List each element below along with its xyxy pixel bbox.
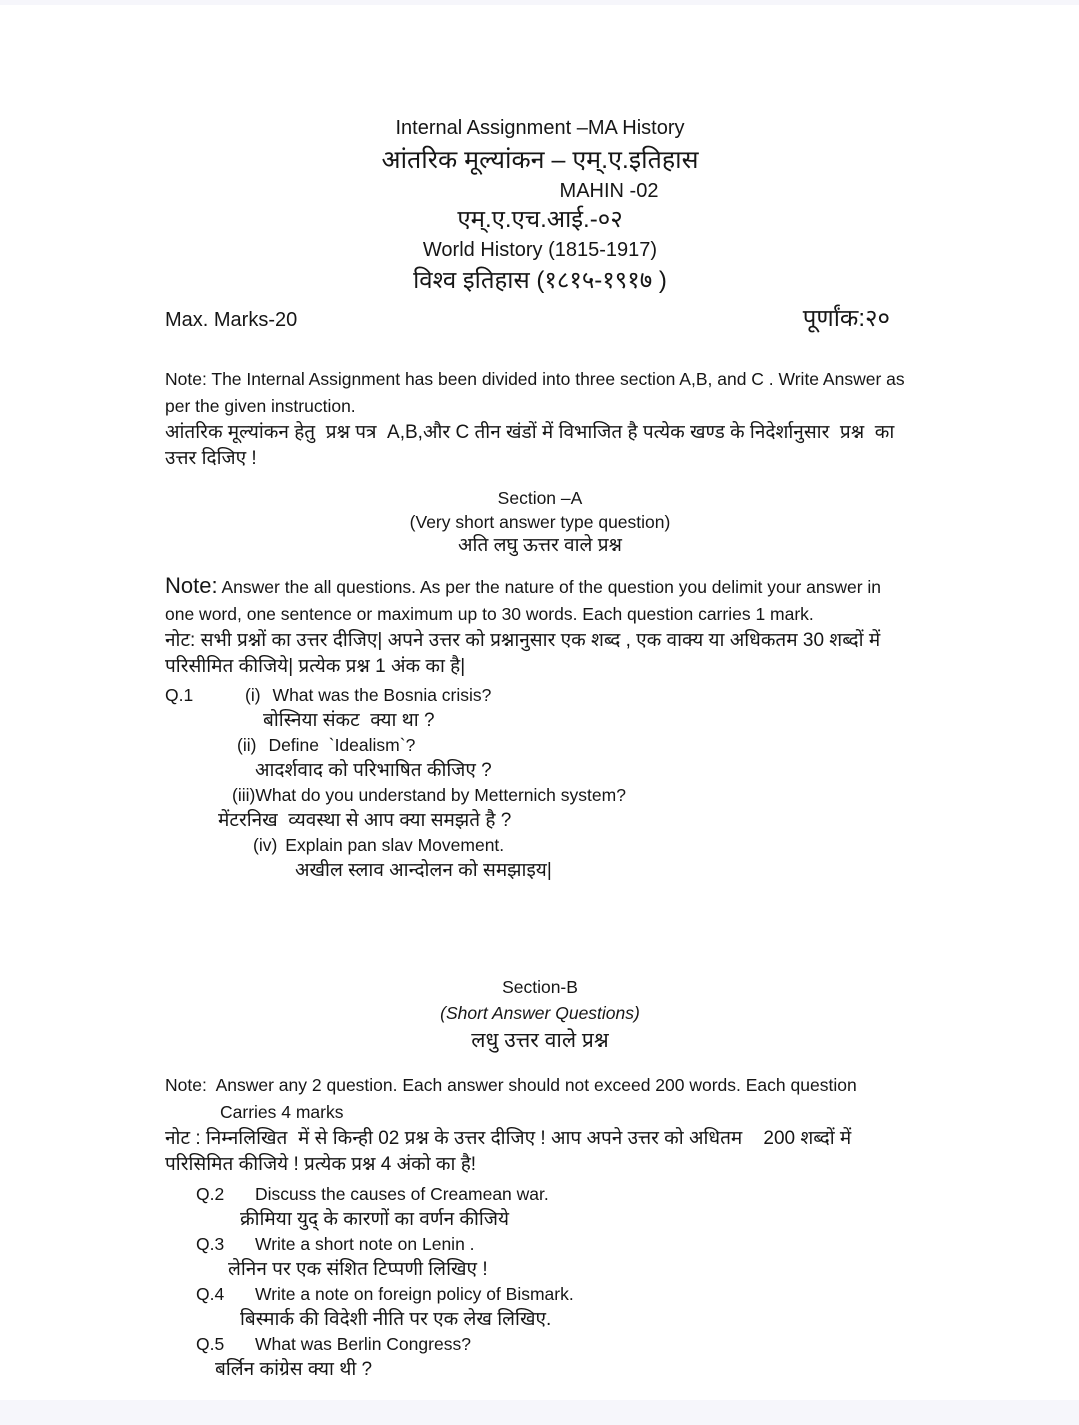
question-text-en: Discuss the causes of Creamean war. (255, 1184, 549, 1204)
question-row (165, 1232, 915, 1257)
section-b-note-en-line2: Carries 4 marks (220, 1102, 344, 1122)
sub-question-text-en: Define `Idealism`? (268, 735, 416, 755)
section-b-note-en-line1: Note: Answer any 2 question. Each answer should not exceed 200 words. Each question (165, 1075, 857, 1095)
sub-question-row (165, 783, 915, 808)
marks-row (165, 301, 915, 334)
section-a-note (165, 572, 915, 680)
question-row (165, 1282, 915, 1307)
question-1-label: Q.1 (165, 685, 194, 705)
sub-question-text-en: Explain pan slav Movement. (285, 835, 505, 855)
section-a-note-en (165, 572, 915, 628)
question-text-hi: लेनिन पर एक संशित टिप्पणी लिखिए ! (228, 1259, 488, 1280)
question-text-hi: बर्लिन कांग्रेस क्या थी ? (215, 1359, 373, 1380)
sub-question-row (165, 833, 915, 858)
sub-question-row (165, 683, 915, 708)
sub-question-number: (iii) (232, 785, 256, 805)
section-b-note (165, 1072, 915, 1178)
section-b-title: Section-B (502, 977, 578, 997)
section-a-subtitle-en: (Very short answer type question) (409, 512, 671, 532)
sub-question-text-hi: अखील स्लाव आन्दोलन को समझाइय| (295, 860, 552, 881)
question-number: Q.3 (196, 1234, 225, 1254)
section-a-title: Section –A (497, 488, 583, 508)
title-block (165, 113, 915, 297)
max-marks-label-hi: पूर्णांक:२० (802, 305, 890, 332)
sub-question-text-hi: आदर्शवाद को परिभाषित कीजिए ? (255, 760, 492, 781)
question-number: Q.4 (196, 1284, 225, 1304)
sub-question-text-en: What do you understand by Metternich system? (255, 785, 626, 805)
sub-question-text-en: What was the Bosnia crisis? (272, 685, 492, 705)
assignment-page (0, 5, 1079, 1425)
sub-question-number: (iv) (253, 835, 278, 855)
sub-question-text-hi: बोस्निया संकट क्या था ? (263, 710, 435, 731)
subject-title-en: World History (1815-1917) (422, 239, 658, 261)
sub-question-number: (i) (245, 685, 261, 705)
question-number: Q.2 (196, 1184, 225, 1204)
sub-question-text-hi: मेंटरनिख व्यवस्था से आप क्या समझते है ? (218, 810, 512, 831)
note-label: Note: (165, 573, 218, 598)
question-text-en: What was Berlin Congress? (255, 1334, 471, 1354)
course-code-hi: एम्.ए.एच.आई.-०२ (457, 206, 623, 233)
section-b-note-hi: नोट : निम्नलिखित में से किन्ही 02 प्रश्न के उत्तर दीजिए ! आप अपने उत्तर को अधितम 200 शब्दों में परिसिमित कीजिये ! प्रत्येक प्रश्न 4 अंको का है! (165, 1128, 857, 1175)
question-row (165, 1332, 915, 1357)
page-bottom-edge (0, 1400, 1079, 1425)
question-text-hi: क्रीमिया युद् के कारणों का वर्णन कीजिये (240, 1209, 509, 1230)
section-a-subtitle-hi: अति लघु ऊत्तर वाले प्रश्न (458, 535, 622, 556)
subject-title-hi: विश्व इतिहास (१८१५-१९१७ ) (413, 267, 667, 294)
question-text-hi: बिस्मार्क की विदेशी नीति पर एक लेख लिखिए. (240, 1309, 552, 1330)
question-text-en: Write a short note on Lenin . (255, 1234, 475, 1254)
question-text-en: Write a note on foreign policy of Bismark. (255, 1284, 574, 1304)
question-number: Q.5 (196, 1334, 225, 1354)
assignment-title-en: Internal Assignment –MA History (395, 117, 685, 139)
question-row (165, 1182, 915, 1207)
general-note (165, 366, 915, 472)
section-b-heading (165, 975, 915, 1055)
general-note-en: Note: The Internal Assignment has been divided into three section A,B, and C . Write Answer as per the given instruction. (165, 369, 910, 416)
section-b-subtitle-hi: लधु उत्तर वाले प्रश्न (471, 1029, 609, 1052)
max-marks-label: Max. Marks-20 (165, 309, 298, 331)
sub-question-number: (ii) (237, 735, 257, 755)
section-a-heading (165, 486, 915, 557)
sub-question-row (165, 733, 915, 758)
section-b-questions (165, 1182, 915, 1382)
section-a-note-hi: नोट: सभी प्रश्नों का उत्तर दीजिए| अपने उत्तर को प्रश्नानुसार एक शब्द , एक वाक्य या अधिकतम 30 शब्दों में परिसीमित कीजिये| प्रत्येक प्रश्न 1 अंक का है| (165, 630, 886, 677)
question-1-block (165, 683, 915, 883)
course-code-en: MAHIN -02 (559, 180, 659, 202)
section-b-subtitle-en: (Short Answer Questions) (440, 1003, 640, 1023)
section-gap (165, 883, 915, 961)
assignment-title-hi: आंतरिक मूल्यांकन – एम्.ए.इतिहास (381, 146, 699, 174)
section-a-note-en-text: Answer the all questions. As per the nature of the question you delimit your answer in one word, one sentence or maximum up to 30 words. Each question carries 1 mark. (165, 577, 886, 624)
general-note-hi: आंतरिक मूल्यांकन हेतु प्रश्न पत्र A,B,और C तीन खंडों में विभाजित है पत्येक खण्ड के निदेर्शानुसार प्रश्न का उत्तर दिजिए ! (165, 422, 900, 469)
